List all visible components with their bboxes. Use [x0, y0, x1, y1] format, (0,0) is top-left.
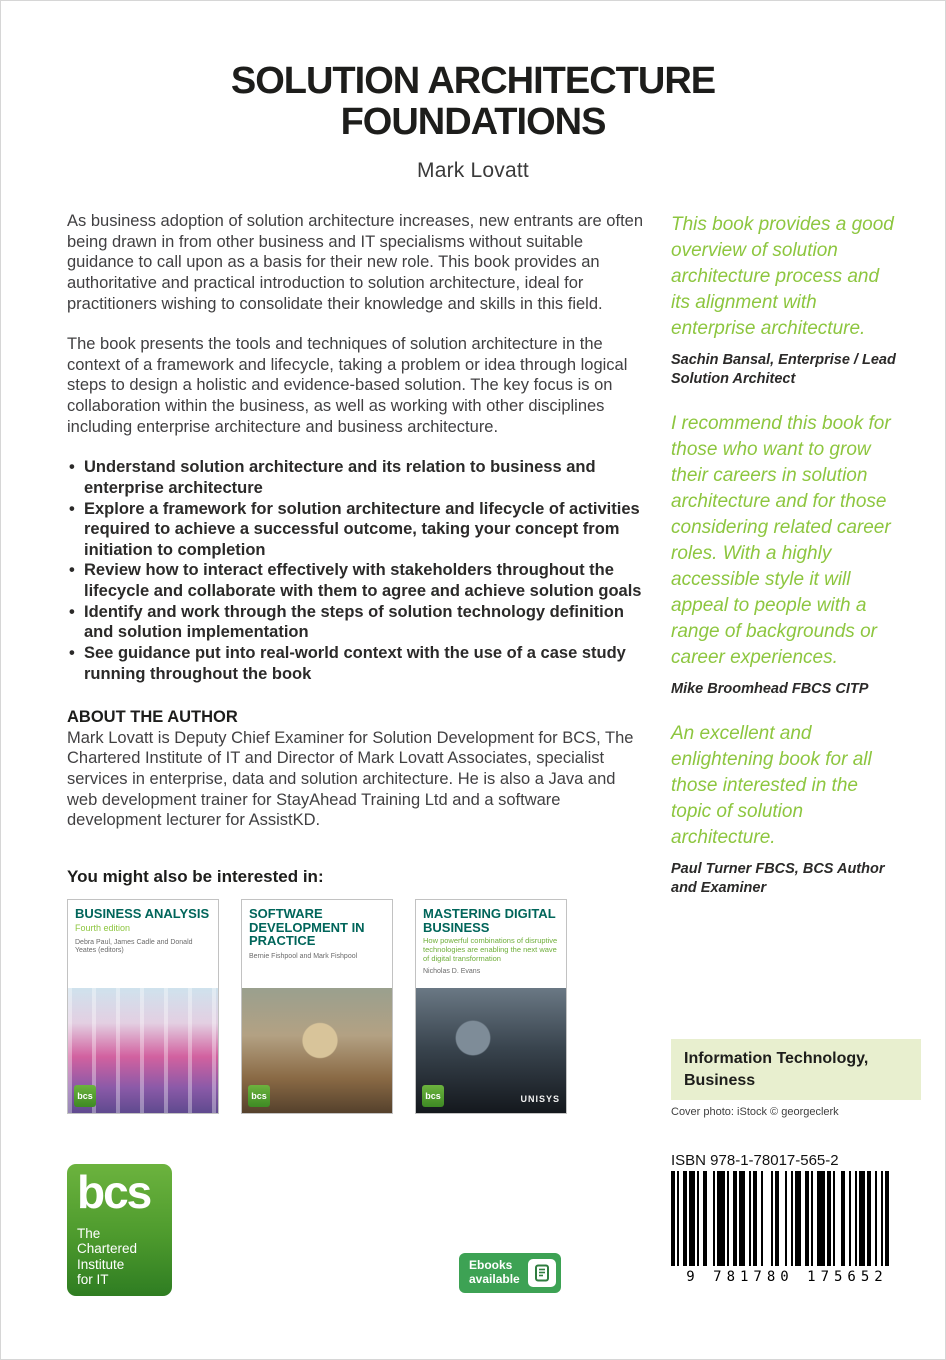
- key-point: • See guidance put into real-world context with the use of a case study running throughout the book: [67, 643, 645, 684]
- book-cover-photo-pottery: [242, 988, 392, 1113]
- ebooks-available-badge: [459, 1253, 561, 1293]
- related-books-row: [67, 899, 645, 1114]
- bcs-tagline: [77, 1226, 162, 1288]
- related-book-authors: Nicholas D. Evans: [423, 968, 481, 976]
- ebook-reader-icon: [528, 1259, 556, 1287]
- intro-paragraph-2: The book presents the tools and techniques of solution architecture in the context of a framework and lifecycle, taking a problem or idea through logical steps to design a holistic and evidence-based solution. The key focus is on collaboration within the business, as well as working with other disciplines including enterprise architecture and business architecture.: [67, 335, 628, 436]
- unisys-logo: UNISYS: [520, 1093, 560, 1104]
- barcode-digits: 9 781780 175652: [686, 1269, 888, 1285]
- book-cover-header: [416, 900, 566, 988]
- related-book-authors: Bernie Fishpool and Mark Fishpool: [249, 953, 358, 961]
- category-box: Information Technology, Business: [671, 1039, 921, 1100]
- book-title: SOLUTION ARCHITECTURE FOUNDATIONS: [230, 60, 716, 144]
- also-interested-heading: You might also be interested in:: [67, 866, 324, 886]
- review-quote: An excellent and enlightening book for all those interested in the topic of solution architecture.: [671, 722, 872, 848]
- bcs-mini-logo: bcs: [422, 1085, 444, 1107]
- bcs-tagline-line: Chartered: [77, 1241, 138, 1257]
- related-book-mastering-digital-business: [415, 899, 567, 1114]
- related-book-business-analysis: [67, 899, 219, 1114]
- related-book-title: SOFTWARE DEVELOPMENT IN PRACTICE: [249, 906, 365, 949]
- key-points-list: [67, 457, 645, 684]
- bcs-mini-logo: bcs: [74, 1085, 96, 1107]
- quote-block: [671, 212, 903, 389]
- review-quote: I recommend this book for those who want to grow their careers in solution architecture and for those considering related career roles. With a highly accessible style it will appeal to people with a range of backgrounds or career experiences.: [671, 412, 891, 668]
- about-author-heading: ABOUT THE AUTHOR: [67, 708, 238, 727]
- bcs-mini-logo: bcs: [248, 1085, 270, 1107]
- main-text-column: [67, 211, 645, 1114]
- review-attribution: Mike Broomhead FBCS CITP: [671, 680, 869, 697]
- bcs-publisher-logo: [67, 1164, 172, 1296]
- book-cover-header: [242, 900, 392, 988]
- key-point: • Understand solution architecture and its relation to business and enterprise architecture: [67, 457, 645, 498]
- review-attribution: Paul Turner FBCS, BCS Author and Examiner: [671, 860, 885, 896]
- ebooks-badge-text: [469, 1259, 520, 1287]
- key-point: • Explore a framework for solution architecture and lifecycle of activities required to achieve a successful outcome, taking your concept from initiation to completion: [67, 499, 645, 561]
- book-cover-photo-machinery: [416, 988, 566, 1113]
- related-book-authors: Debra Paul, James Cadle and Donald Yeates (editors): [75, 939, 193, 955]
- related-book-edition: Fourth edition: [75, 922, 131, 933]
- bcs-tagline-line: The: [77, 1225, 101, 1241]
- barcode-bars: [671, 1171, 903, 1266]
- book-cover-header: [68, 900, 218, 988]
- book-author: Mark Lovatt: [417, 159, 529, 182]
- key-point: • Review how to interact effectively with stakeholders throughout the lifecycle and collaborate with them to agree and achieve solution goals: [67, 560, 645, 601]
- quote-block: [671, 411, 903, 699]
- review-attribution: Sachin Bansal, Enterprise / Lead Solution Architect: [671, 352, 896, 387]
- ebooks-badge-line2: available: [469, 1272, 520, 1286]
- bcs-tagline-line: Institute: [77, 1256, 125, 1272]
- ebooks-badge-line1: Ebooks: [469, 1258, 513, 1273]
- intro-paragraph-1: As business adoption of solution architecture increases, new entrants are often being drawn in from other business and IT specialisms without suitable guidance to call upon as a basis for their new role. This book provides an authoritative and practical introduction to solution architecture, ideal for practitioners wishing to consolidate their knowledge and skills in this field.: [67, 212, 644, 313]
- quote-block: [671, 721, 903, 898]
- review-quote: This book provides a good overview of solution architecture process and its alignment with enterprise architecture.: [671, 214, 894, 340]
- isbn-label: ISBN 978-1-78017-565-2: [671, 1152, 839, 1169]
- barcode: [671, 1171, 903, 1291]
- key-point: • Identify and work through the steps of solution technology definition and solution implementation: [67, 602, 645, 643]
- related-book-title: MASTERING DIGITAL BUSINESS: [423, 906, 556, 935]
- related-book-software-development: [241, 899, 393, 1114]
- cover-photo-credit: Cover photo: iStock © georgeclerk: [671, 1106, 839, 1118]
- review-quotes-column: [671, 212, 903, 920]
- related-book-subtitle: How powerful combinations of disruptive technologies are enabling the next wave of digital transformation: [423, 936, 558, 963]
- bcs-logo-text: bcs: [77, 1166, 151, 1218]
- bcs-tagline-line: for IT: [77, 1272, 109, 1288]
- about-author-text: Mark Lovatt is Deputy Chief Examiner for Solution Development for BCS, The Chartered Institute of IT and Director of Mark Lovatt Associates, specialist services in enterprise, data and solution architecture. He is also a Java and web development trainer for StayAhead Training Ltd and a software development lecturer for AssistKD.: [67, 728, 634, 830]
- related-book-title: BUSINESS ANALYSIS: [75, 906, 210, 922]
- book-cover-photo-test-tubes: [68, 988, 218, 1113]
